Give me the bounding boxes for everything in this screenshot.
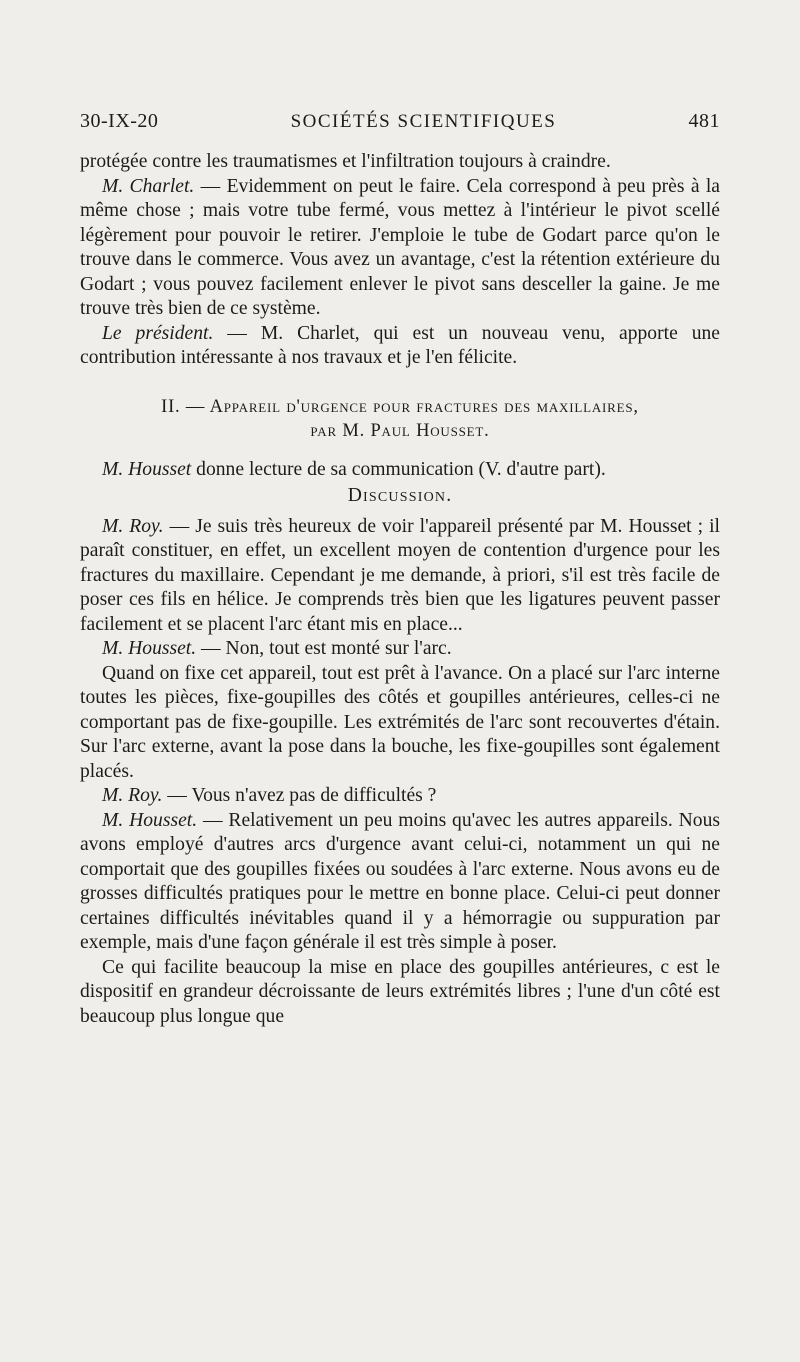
paragraph-text: — Evidemment on peut le faire. Cela correspond à peu près à la même chose ; mais votre tube fermé, vous mettez à l'intérieur le pivot scellé légèrement pour pouvoir le retirer. J'emploie le tube de Godart parce qu'on le trouve dans le commerce. Vous avez un avantage, c'est la rétention extérieure du Godart ; vous pouvez facilement enlever le pivot sans desceller la gaine. Je me trouve très bien de ce système. bbox=[80, 175, 721, 319]
paragraph-president bbox=[80, 322, 720, 371]
section-title-line1: II. — Appareil d'urgence pour fractures des maxillaires, bbox=[161, 396, 639, 417]
speaker-name: M. Housset bbox=[102, 458, 192, 480]
paragraph-text: Ce qui facilite beaucoup la mise en place des goupilles antérieures, c est le dispositif en grandeur décroissante de leurs extrémités libres ; l'une d'un côté est beaucoup plus longue que bbox=[80, 956, 720, 1027]
speaker-name: M. Housset. bbox=[102, 638, 197, 659]
paragraph-housset-3 bbox=[80, 809, 720, 956]
running-header bbox=[80, 110, 720, 133]
paragraph-housset-1 bbox=[80, 637, 720, 662]
paragraph-text: donne lecture de sa communication (V. d'autre part). bbox=[191, 458, 606, 480]
paragraph-text: — M. Charlet, qui est un nouveau venu, apporte une contribution intéressante à nos travaux et je l'en félicite. bbox=[80, 322, 721, 368]
speaker-name: M. Roy. bbox=[102, 785, 163, 806]
paragraph-charlet bbox=[80, 175, 720, 322]
discussion-heading: Discussion. bbox=[347, 485, 453, 506]
paragraph-continuation bbox=[80, 150, 720, 175]
page-number: 481 bbox=[688, 110, 720, 132]
section-title bbox=[80, 395, 720, 444]
paragraph-text: protégée contre les traumatismes et l'infiltration toujours à craindre. bbox=[80, 151, 611, 172]
paragraph-text: — Vous n'avez pas de difficultés ? bbox=[162, 785, 437, 806]
speaker-name: M. Roy. bbox=[102, 515, 164, 537]
paragraph-roy-1 bbox=[80, 515, 720, 638]
paragraph-text: Quand on fixe cet appareil, tout est prêt à l'avance. On a placé sur l'arc interne toutes les pièces, fixe-goupilles des côtés et goupilles antérieures, celles-ci ne comportant pas de fixe-goupille. Les extrémités de l'arc sont recouvertes d'étain. Sur l'arc externe, avant la pose dans la bouche, les fixe-goupilles sont également placés. bbox=[80, 662, 720, 782]
paragraph-text: — Relativement un peu moins qu'avec les autres appareils. Nous avons employé d'autres arcs d'urgence avant celui-ci, notamment un qui ne comportait que des goupilles fixées ou soudées à l'arc externe. Nous avons eu de grosses difficultés pratiques pour le mettre en bonne place. Celui-ci peut donner certaines difficultés inévitables quand il y a hémorragie ou suppuration par exemple, mais d'une façon générale il est très simple à poser. bbox=[80, 809, 720, 953]
speaker-name: M. Housset. bbox=[102, 809, 198, 831]
header-date: 30-IX-20 bbox=[80, 110, 159, 132]
paragraph-housset-lecture bbox=[80, 458, 720, 483]
paragraph-housset-4 bbox=[80, 956, 720, 1030]
speaker-name: Le président. bbox=[102, 322, 214, 344]
paragraph-roy-2 bbox=[80, 784, 720, 809]
header-running-title: SOCIÉTÉS SCIENTIFIQUES bbox=[290, 111, 557, 132]
section-title-line2: par M. Paul Housset. bbox=[310, 421, 490, 441]
speaker-name: M. Charlet. bbox=[102, 175, 195, 197]
page-body bbox=[80, 150, 720, 1029]
paragraph-housset-2 bbox=[80, 662, 720, 785]
paragraph-text: — Je suis très heureux de voir l'appareil présenté par M. Housset ; il paraît constituer, en effet, un excellent moyen de contention d'urgence pour les fractures du maxillaire. Cependant je me demande, à priori, s'il est très facile de poser ces fils en hélice. Je comprends très bien que les ligatures peuvent passer facilement et se placent l'arc étant mis en place... bbox=[80, 515, 720, 635]
paragraph-text: — Non, tout est monté sur l'arc. bbox=[196, 638, 452, 659]
